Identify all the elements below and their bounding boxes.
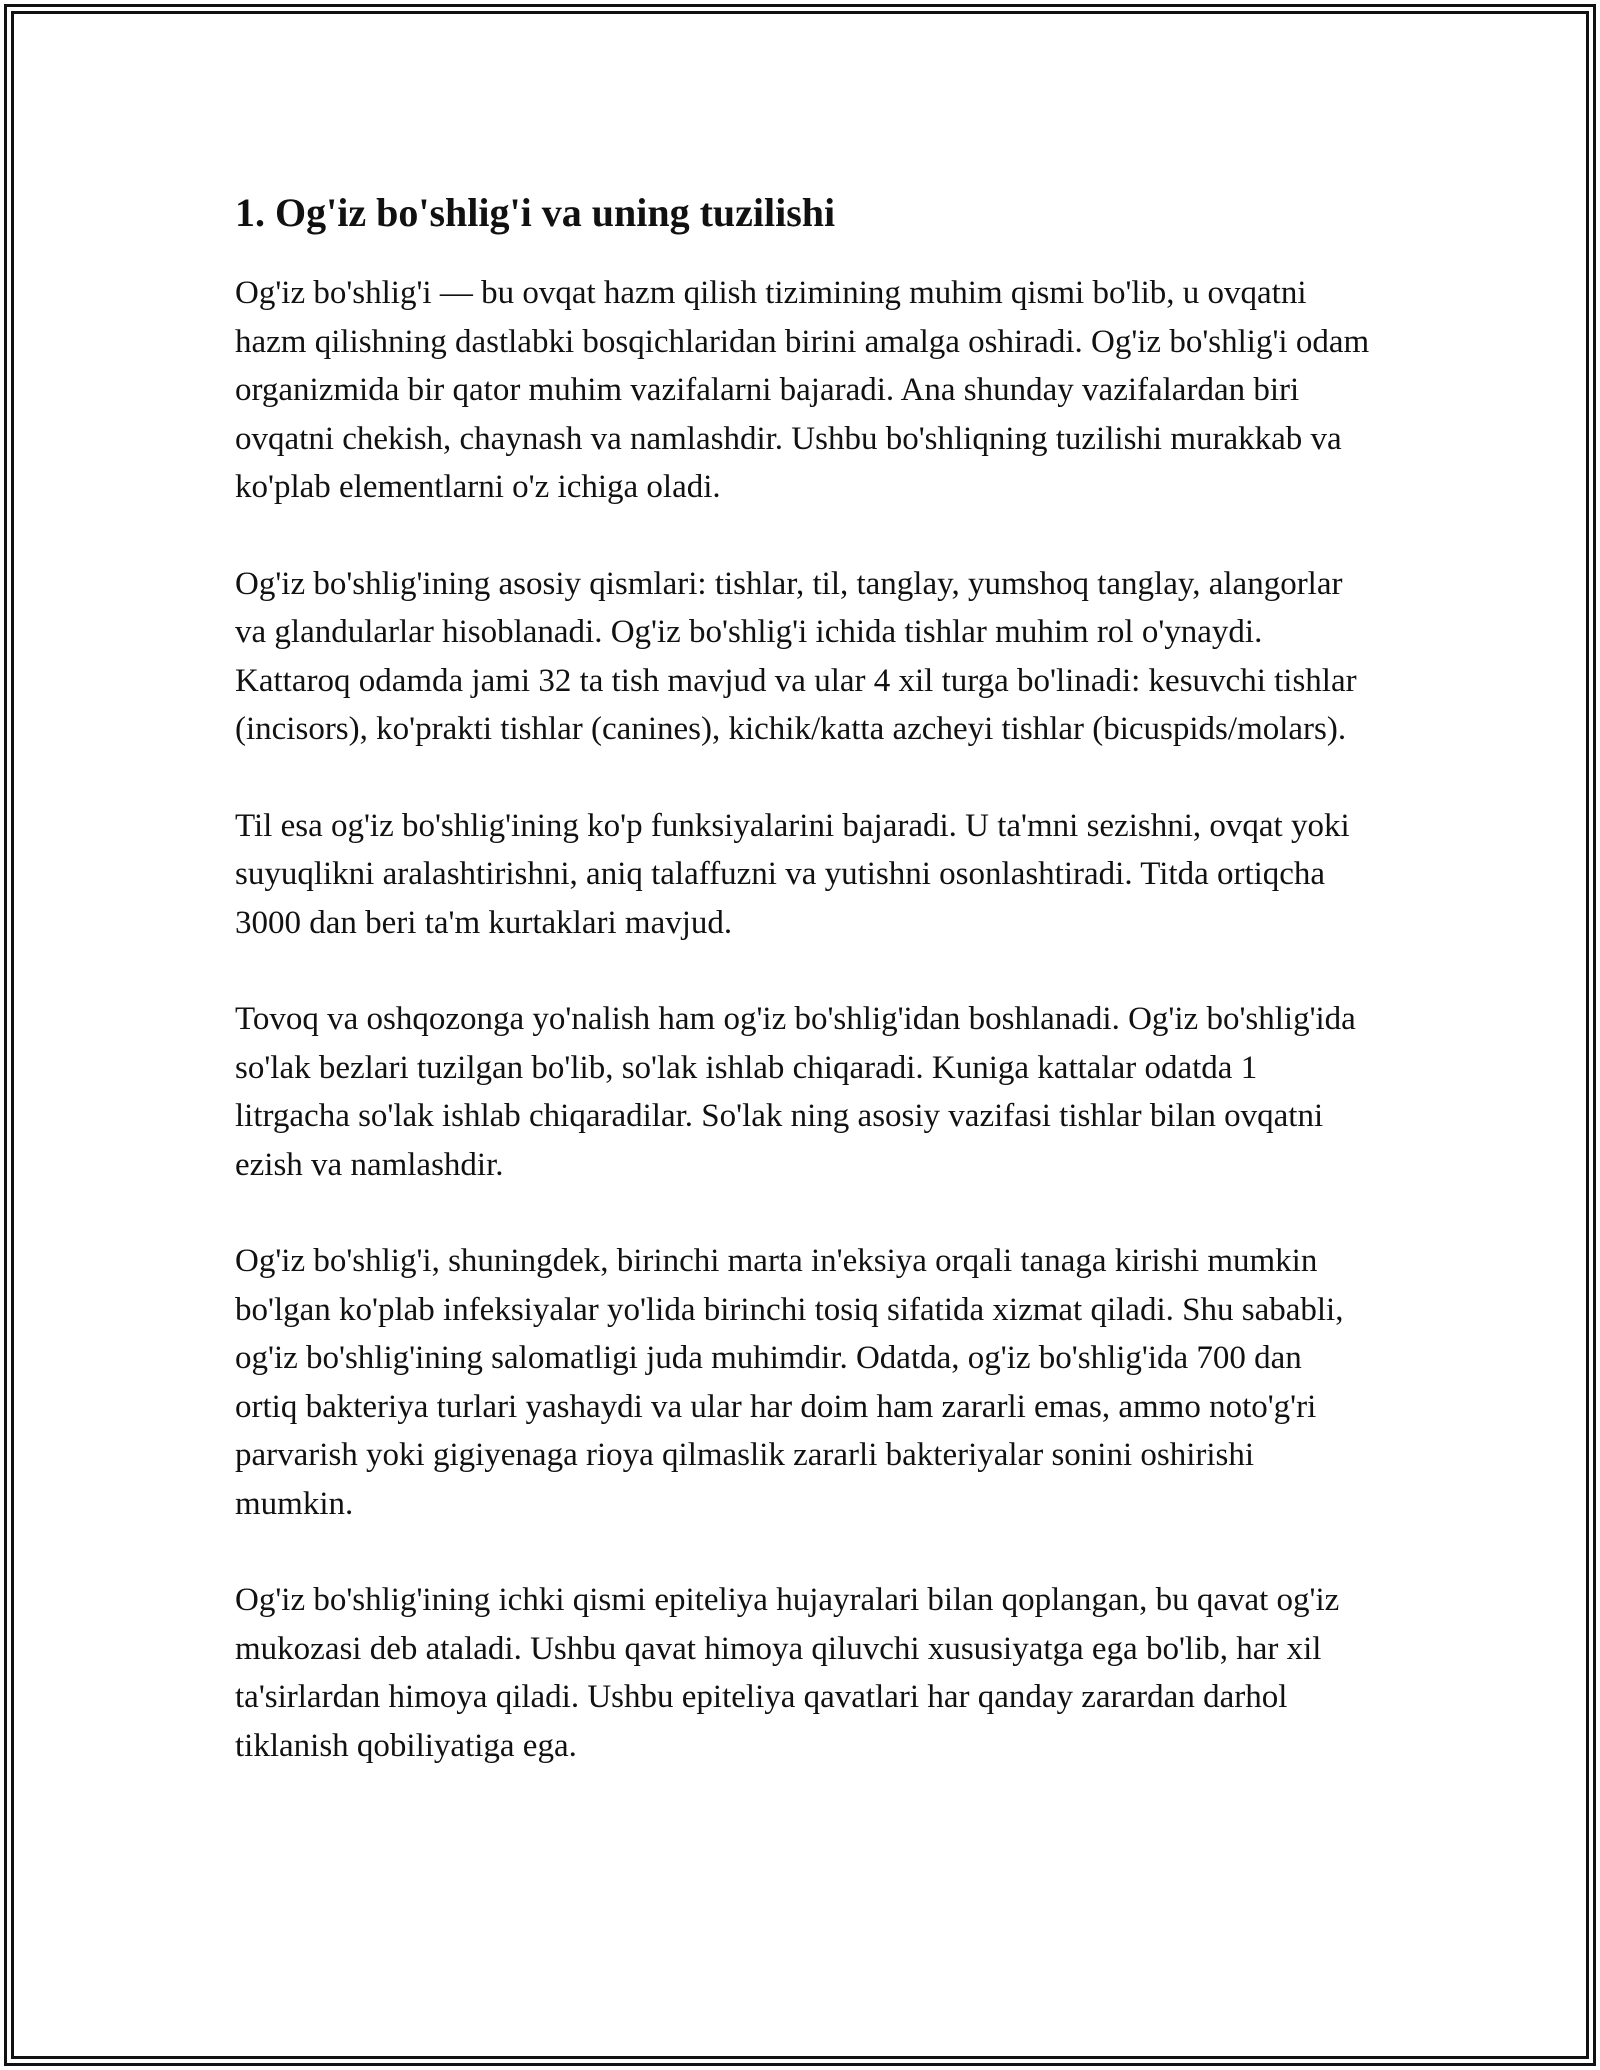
paragraph-3: Til esa og'iz bo'shlig'ining ko'p funksiyalarini bajaradi. U ta'mni sezishni, ovqat yoki suyuqlikni aralashtirishni, aniq talaffuzni va yutishni osonlashtiradi. Titda ortiqcha 3000 dan beri ta'm kurtaklari mavjud. — [235, 807, 1350, 941]
section-heading: 1. Og'iz bo'shlig'i va uning tuzilishi — [235, 190, 836, 235]
paragraph-5: Og'iz bo'shlig'i, shuningdek, birinchi marta in'eksiya orqali tanaga kirishi mumkin bo'lgan ko'plab infeksiyalar yo'lida birinchi tosiq sifatida xizmat qiladi. Shu sababli, og'iz bo'shlig'ining salomatligi juda muhimdir. Odatda, og'iz bo'shlig'ida 700 dan ortiq bakteriya turlari yashaydi va ular har doim ham zararli emas, ammo noto'g'ri parvarish yoki gigiyenaga rioya qilmaslik zararli bakteriyalar sonini oshirishi mumkin. — [235, 1243, 1344, 1522]
paragraph-2: Og'iz bo'shlig'ining asosiy qismlari: tishlar, til, tanglay, yumshoq tanglay, alangorlar va glandularlar hisoblanadi. Og'iz bo'shlig'i ichida tishlar muhim rol o'ynaydi. Kattaroq odamda jami 32 ta tish mavjud va ular 4 xil turga bo'linadi: kesuvchi tishlar (incisors), ko'prakti tishlar (canines), kichik/katta azcheyi tishlar (bicuspids/molars). — [235, 565, 1357, 747]
paragraph-4: Tovoq va oshqozonga yo'nalish ham og'iz bo'shlig'idan boshlanadi. Og'iz bo'shlig'ida so'lak bezlari tuzilgan bo'lib, so'lak ishlab chiqaradi. Kuniga kattalar odatda 1 litrgacha so'lak ishlab chiqaradilar. So'lak ning asosiy vazifasi tishlar bilan ovqatni ezish va namlashdir. — [235, 1001, 1356, 1183]
paragraph-1: Og'iz bo'shlig'i — bu ovqat hazm qilish tizimining muhim qismi bo'lib, u ovqatni hazm qilishning dastlabki bosqichlaridan birini amalga oshiradi. Og'iz bo'shlig'i odam organizmida bir qator muhim vazifalarni bajaradi. Ana shunday vazifalardan biri ovqatni chekish, chaynash va namlashdir. Ushbu bo'shliqning tuzilishi murakkab va ko'plab elementlarni o'z ichiga oladi. — [235, 275, 1370, 505]
paragraph-6: Og'iz bo'shlig'ining ichki qismi epiteliya hujayralari bilan qoplangan, bu qavat og'iz mukozasi deb ataladi. Ushbu qavat himoya qiluvchi xususiyatga ega bo'lib, har xil ta'sirlardan himoya qiladi. Ushbu epiteliya qavatlari har qanday zarardan darhol tiklanish qobiliyatiga ega. — [235, 1582, 1340, 1764]
document-body — [235, 183, 1370, 1818]
